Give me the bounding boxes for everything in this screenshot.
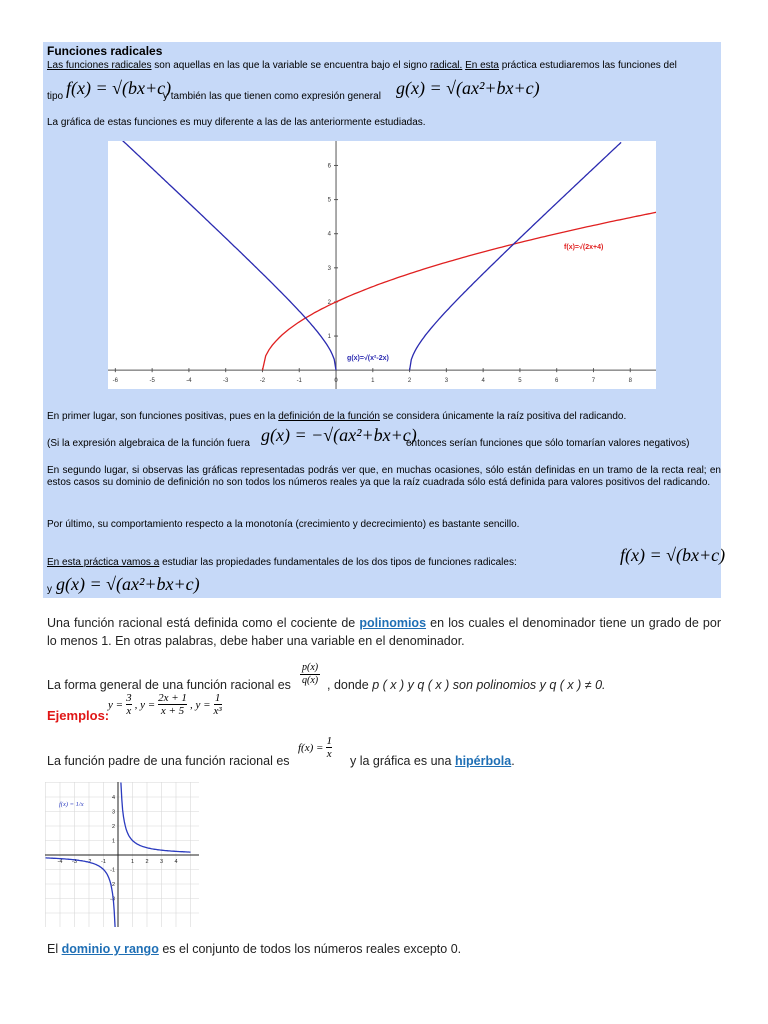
g-series-line-left xyxy=(114,141,337,370)
x-tick-label: -1 xyxy=(296,378,302,385)
ex3-num: 1 xyxy=(214,692,221,704)
x-tick-label: -3 xyxy=(223,378,229,385)
also-text: y también las que tienen como expresión general xyxy=(163,91,381,102)
y-tick-label: -1 xyxy=(110,867,115,874)
hyperbola-plot xyxy=(45,782,199,927)
y-tick-label: 3 xyxy=(111,809,115,816)
p5-underline: En esta práctica vamos a xyxy=(47,557,160,568)
negative-formula: g(x) = −√(ax²+bx+c) xyxy=(261,425,417,445)
rational-definition xyxy=(47,614,721,650)
x-tick-label: -1 xyxy=(101,859,106,865)
x-tick-label: 4 xyxy=(481,378,485,385)
polinomios-link[interactable]: polinomios xyxy=(359,616,427,630)
x-tick-label: 6 xyxy=(555,378,559,385)
x-tick-label: 1 xyxy=(130,859,135,865)
f-formula-2: f(x) = √(bx+c) xyxy=(620,545,726,565)
fraction-numerator: p(x) xyxy=(302,662,319,673)
x-tick-label: 3 xyxy=(159,859,164,865)
g-series-line-right xyxy=(410,142,621,370)
ex1-num: 3 xyxy=(126,692,132,704)
domain-text-a: El xyxy=(47,942,59,956)
x-tick-label: -2 xyxy=(259,378,266,385)
hyperbola-branch-positive xyxy=(121,783,191,853)
p1-text-a: En primer lugar, son funciones positivas, pues en la xyxy=(47,411,276,422)
x-tick-label: 0 xyxy=(334,378,338,385)
y-tick-label: 2 xyxy=(111,824,115,830)
x-tick-label: 2 xyxy=(407,378,412,385)
g-formula-2: g(x) = √(ax²+bx+c) xyxy=(56,574,200,594)
p1-text-b: se considera únicamente la raíz positiva del radicando. xyxy=(382,411,627,422)
x-tick-label: -4 xyxy=(57,859,63,865)
domain-range xyxy=(47,940,461,958)
x-tick-label: 3 xyxy=(444,378,449,385)
tipo-label: tipo xyxy=(47,91,64,102)
intro-text: son aquellas en las que la variable se encuentra bajo el signo xyxy=(154,60,428,71)
y-tick-label: 6 xyxy=(327,163,332,170)
section-title: Funciones radicales xyxy=(47,44,163,58)
hyperbola-chart xyxy=(45,782,199,927)
intro-en-esta: En esta xyxy=(465,60,499,71)
hyperbola-label: f(x) = 1/x xyxy=(59,801,84,808)
hiperbola-link[interactable]: hipérbola xyxy=(454,754,512,768)
y-tick-label: -2 xyxy=(110,882,115,888)
p5-rest: estudiar las propiedades fundamentales de los dos tipos de funciones radicales: xyxy=(162,557,517,568)
paragraph-monotony: Por último, su comportamiento respecto a la monotonía (crecimiento y decrecimiento) es bastante sencillo. xyxy=(47,519,520,530)
x-tick-label: 5 xyxy=(518,378,522,385)
x-tick-label: -2 xyxy=(86,859,92,865)
ex2-den: x + 5 xyxy=(160,705,185,717)
intro-line xyxy=(47,60,677,72)
general-form-a: La forma general de una función racional es xyxy=(47,678,291,692)
x-tick-label: 4 xyxy=(174,859,178,865)
y-tick-label: 4 xyxy=(111,795,115,801)
examples-formulas: y = $\frac{3}{x}$ , y = $\frac{2x + 1}{x + 5}$ , y = $\frac{1}{\text{x³}}$ xyxy=(108,692,222,717)
parent-function-a: La función padre de una función racional es xyxy=(47,754,290,768)
x-tick-label: 8 xyxy=(628,378,632,385)
x-tick-label: -6 xyxy=(112,378,119,385)
general-fraction xyxy=(300,662,320,687)
g-series-label: g(x)=√(x²-2x) xyxy=(347,354,389,362)
x-tick-label: -5 xyxy=(149,378,155,385)
y-tick-label: 3 xyxy=(327,265,332,272)
x-tick-label: 7 xyxy=(591,378,596,385)
radical-functions-plot xyxy=(108,141,656,389)
rational-def-a: Una función racional está definida como el cociente de xyxy=(47,616,356,630)
y-tick-label: -3 xyxy=(110,896,115,903)
y-tick-label: 1 xyxy=(111,838,115,845)
general-form-b xyxy=(327,676,606,694)
p5-text-a xyxy=(47,557,517,569)
general-form-c: p ( x ) y q ( x ) son polinomios y q ( x ) ≠ 0. xyxy=(372,678,606,692)
p2-text-a: (Si la expresión algebraica de la función fuera xyxy=(47,438,250,449)
dominio-rango-link[interactable]: dominio y rango xyxy=(61,942,159,956)
ex3-den: x³ xyxy=(213,705,222,717)
p5-y: y xyxy=(47,584,52,595)
x-tick-label: 2 xyxy=(145,859,149,865)
parent-text-b: y la gráfica es una xyxy=(350,754,452,768)
parent-function-formula: f(x) = $\frac{1}{x}$ xyxy=(298,735,332,760)
paragraph-domain: En segundo lugar, si observas las gráficas representadas podrás ver que, en muchas ocasiones, sólo están definidas en un tramo de la recta real; en estos casos su dominio de definición no son todos los números reales ya que la raíz cuadrada sólo está definida para valores positivos del radicando. xyxy=(47,465,721,488)
x-tick-label: -4 xyxy=(186,378,192,385)
graph-intro: La gráfica de estas funciones es muy diferente a las de las anteriormente estudiadas. xyxy=(47,117,426,128)
y-tick-label: 1 xyxy=(327,334,332,341)
y-tick-label: 5 xyxy=(327,197,332,204)
x-tick-label: 1 xyxy=(371,378,375,385)
ex2-num: 2x + 1 xyxy=(158,692,187,704)
ejemplos-label: Ejemplos: xyxy=(47,708,110,723)
rational-def-b: en los cuales el denominador tiene un grado de por lo menos 1. En otras palabras, debe haber una variable en el denominador. xyxy=(47,616,721,648)
y-tick-label: 2 xyxy=(327,299,332,306)
general-form-donde: , donde xyxy=(327,678,369,692)
parent-end: . xyxy=(511,754,515,768)
g-formula: g(x) = √(ax²+bx+c) xyxy=(396,78,540,98)
radical-functions-chart xyxy=(108,141,656,389)
p1-link[interactable]: definición de la función xyxy=(278,411,380,422)
intro-end: práctica estudiaremos las funciones del xyxy=(501,60,677,71)
paragraph-positive xyxy=(47,411,626,423)
f-series-label: f(x)=√(2x+4) xyxy=(564,244,604,252)
domain-text-b: es el conjunto de todos los números reales excepto 0. xyxy=(162,942,462,956)
f-series-line xyxy=(263,212,657,370)
x-tick-label: -3 xyxy=(72,859,77,865)
intro-radical: radical. xyxy=(430,60,463,71)
hyperbola-branch-negative xyxy=(46,858,116,927)
intro-bold: Las funciones radicales xyxy=(47,60,152,71)
f-formula: f(x) = √(bx+c) xyxy=(66,78,172,98)
parent-function-b xyxy=(350,752,515,770)
p2-text-b: entonces serían funciones que sólo tomarían valores negativos) xyxy=(406,438,690,449)
y-tick-label: 4 xyxy=(327,231,332,238)
ex1-den: x xyxy=(126,705,132,717)
fraction-denominator: q(x) xyxy=(302,675,319,686)
